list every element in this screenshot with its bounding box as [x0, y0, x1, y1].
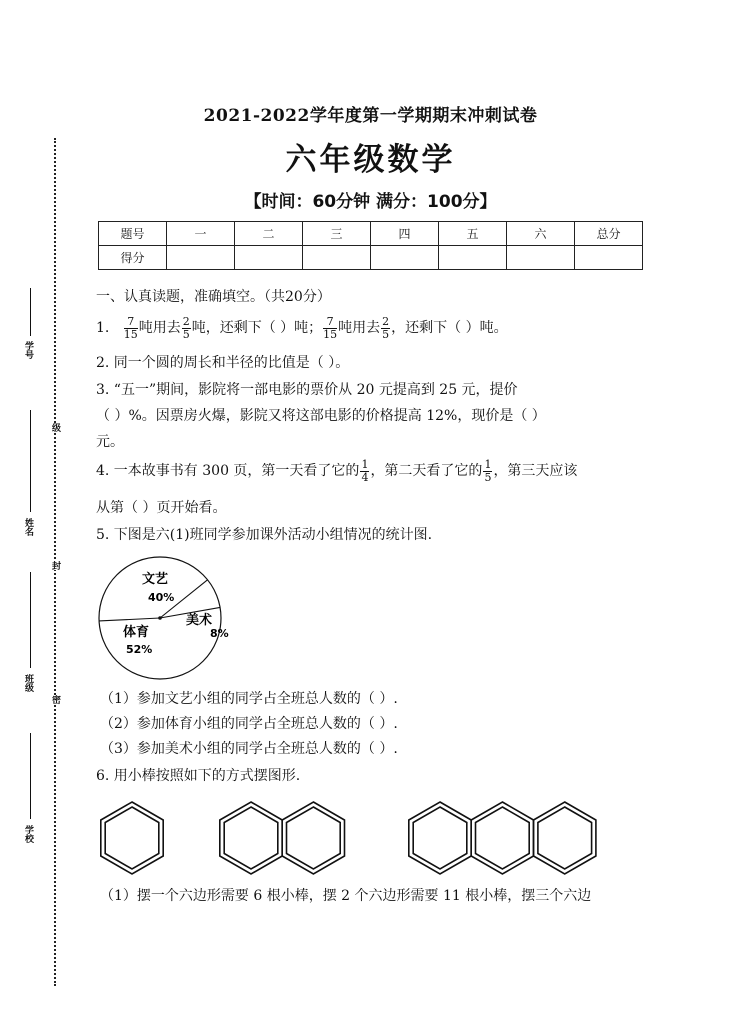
student-id-blank — [30, 288, 31, 336]
question-text: ，还剩下（ ）吨。 — [391, 320, 508, 336]
table-cell: 三 — [303, 222, 371, 246]
subject-title: 六年级数学 — [285, 142, 456, 178]
table-cell: 总分 — [575, 222, 643, 246]
score-blank[interactable] — [439, 246, 507, 270]
class-blank — [30, 572, 31, 668]
table-cell: 五 — [439, 222, 507, 246]
table-cell: 一 — [167, 222, 235, 246]
question-text: 吨用去 — [338, 320, 381, 336]
hexagon-3c-outer — [534, 802, 596, 874]
question-text: ，第二天看了它的 — [370, 463, 483, 479]
hexagon-2b-outer — [282, 802, 344, 874]
question-5-sub-3: （3）参加美术小组的同学占全班总人数的（ ）. — [100, 741, 398, 757]
question-text: 吨用去 — [138, 320, 181, 336]
pie-label-tiyu: 体育 — [123, 625, 150, 640]
fraction: $\frac{2}{5}$ — [182, 314, 190, 341]
pie-center — [158, 616, 162, 620]
question-5-sub-2: （2）参加体育小组的同学占全班总人数的（ ）. — [100, 716, 398, 732]
question-5: 5. 下图是六(1)班同学参加课外活动小组情况的统计图. — [96, 527, 433, 543]
pie-value-wenyi: 40% — [148, 591, 175, 604]
fraction: $\frac{2}{5}$ — [382, 314, 390, 341]
fraction: $\frac{1}{4}$ — [361, 457, 369, 484]
hexagon-group — [101, 802, 596, 874]
question-3-line3: 元。 — [96, 434, 124, 450]
score-table-header-row — [99, 222, 643, 246]
table-cell: 四 — [371, 222, 439, 246]
hexagon-3b-outer — [471, 802, 533, 874]
hexagon-figures — [0, 798, 741, 888]
question-3-line1: 3. “五一”期间，影院将一部电影的票价从 20 元提高到 25 元，提价 — [96, 382, 518, 398]
fraction: $\frac{1}{5}$ — [484, 457, 492, 484]
question-text: ，第三天应该 — [493, 463, 578, 479]
score-table-score-row — [99, 246, 643, 270]
side-label-class: 班级 — [23, 674, 33, 692]
score-blank[interactable] — [507, 246, 575, 270]
table-cell: 六 — [507, 222, 575, 246]
hexagon-3a-outer — [409, 802, 471, 874]
pie-label-meishu: 美术 — [186, 613, 213, 628]
pie-value-meishu: 8% — [210, 627, 229, 640]
exam-title: 2021-2022学年度第一学期期末冲刺试卷 — [203, 106, 538, 126]
seal-mark-mi: 密 — [50, 695, 60, 704]
seal-mark-ji: 级 — [50, 423, 60, 432]
fraction: $\frac{7}{15}$ — [323, 314, 338, 341]
hexagon-1-outer — [101, 802, 163, 874]
question-text: 吨，还剩下（ ）吨； — [191, 320, 323, 336]
score-table — [98, 221, 643, 270]
question-1 — [96, 312, 508, 344]
table-cell: 二 — [235, 222, 303, 246]
hexagon-2b-inner — [287, 807, 341, 869]
table-cell: 题号 — [99, 222, 167, 246]
question-4-line2: 从第（ ）页开始看。 — [96, 500, 227, 516]
hexagon-3b-inner — [476, 807, 530, 869]
question-5-sub-1: （1）参加文艺小组的同学占全班总人数的（ ）. — [100, 691, 398, 707]
seal-mark-feng: 封 — [50, 561, 60, 570]
score-blank[interactable] — [575, 246, 643, 270]
hexagon-1-inner — [105, 807, 159, 869]
side-label-student-id: 学号 — [23, 341, 33, 359]
score-blank[interactable] — [167, 246, 235, 270]
pie-value-tiyu: 52% — [126, 643, 153, 656]
score-blank[interactable] — [371, 246, 439, 270]
score-blank[interactable] — [303, 246, 371, 270]
question-number: 1. — [96, 320, 110, 336]
table-cell: 得分 — [99, 246, 167, 270]
hexagon-3c-inner — [538, 807, 592, 869]
question-2: 2. 同一个圆的周长和半径的比值是（ ）。 — [96, 355, 350, 371]
question-6: 6. 用小棒按照如下的方式摆图形. — [96, 768, 301, 784]
name-blank — [30, 410, 31, 512]
time-score-info: 【时间：60分钟 满分：100分】 — [244, 192, 497, 212]
side-label-name: 姓名 — [23, 518, 33, 536]
pie-label-wenyi: 文艺 — [142, 572, 169, 587]
question-4-line1 — [96, 454, 577, 488]
question-6-sub-1: （1）摆一个六边形需要 6 根小棒，摆 2 个六边形需要 11 根小棒，摆三个六边 — [100, 888, 592, 904]
score-blank[interactable] — [235, 246, 303, 270]
side-label-school: 学校 — [23, 825, 33, 843]
hexagon-3a-inner — [413, 807, 467, 869]
fraction: $\frac{7}{15}$ — [123, 314, 138, 341]
hexagon-2a-inner — [224, 807, 278, 869]
question-text: 4. 一本故事书有 300 页，第一天看了它的 — [96, 463, 360, 479]
section1-heading: 一、认真读题，准确填空。（共20分） — [96, 289, 331, 305]
question-3-line2: （ ）%。因票房火爆，影院又将这部电影的价格提高 12%，现价是（ ） — [96, 408, 546, 424]
pie-chart — [98, 556, 229, 680]
hexagon-2a-outer — [220, 802, 282, 874]
